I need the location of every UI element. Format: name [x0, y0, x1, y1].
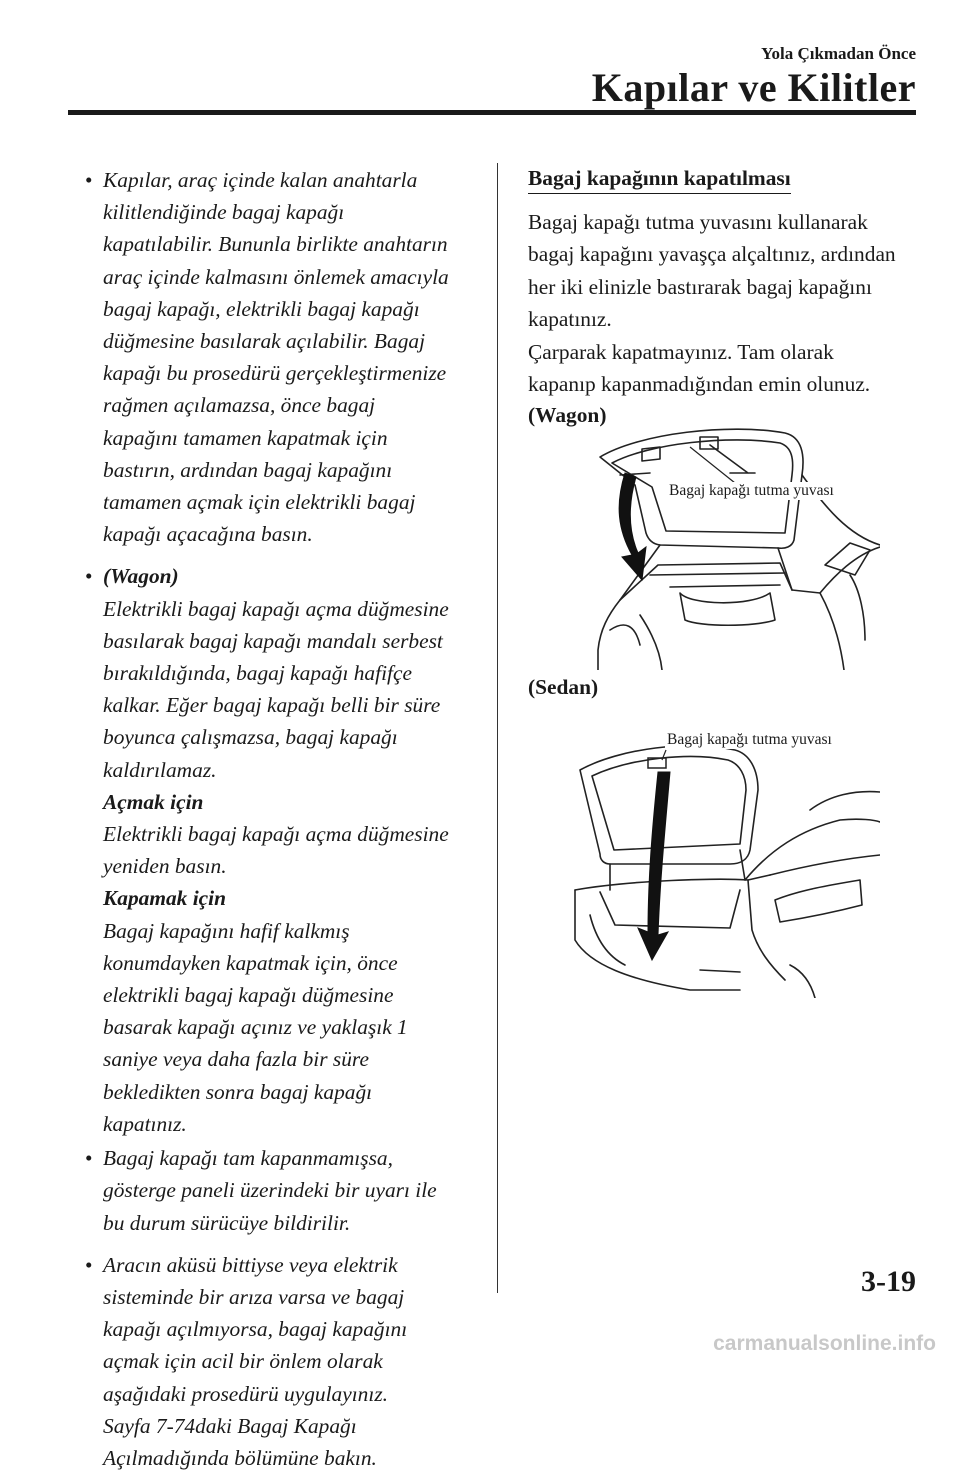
bullet-icon: • — [85, 1252, 93, 1277]
sedan-car-drawing — [570, 740, 880, 998]
left-column — [85, 164, 485, 1484]
section-heading: Bagaj kapağının kapatılması — [528, 164, 791, 194]
wagon-heading: (Wagon) — [103, 564, 179, 589]
bullet-item-wagon — [85, 560, 485, 1140]
text-line: Sayfa 7-74daki Bagaj Kapağı — [103, 1413, 357, 1438]
text-line: gösterge paneli üzerindeki bir uyarı ile — [103, 1178, 437, 1203]
text-line: Aracın aküsü bittiyse veya elektrik — [103, 1252, 398, 1277]
text-line: aşağıdaki prosedürü uygulayınız. — [103, 1381, 388, 1406]
page-number: 3-19 — [861, 1265, 916, 1298]
bullet-item-battery — [85, 1249, 485, 1474]
wagon-tailgate-illustration — [580, 415, 880, 670]
sedan-grip-callout: Bagaj kapağı tutma yuvası — [667, 731, 832, 748]
text-line: araç içinde kalmasını önlemek amacıyla — [103, 264, 449, 289]
bullet-item-locked-key — [85, 164, 485, 550]
bullet-item-warning — [85, 1142, 485, 1239]
sedan-trunk-illustration — [570, 740, 880, 998]
text-line: Elektrikli bagaj kapağı açma düğmesine — [103, 596, 449, 621]
text-line: açmak için acil bir önlem olarak — [103, 1349, 383, 1374]
sedan-label: (Sedan) — [528, 675, 599, 699]
text-line: Bagaj kapağını hafif kalkmış — [103, 918, 350, 943]
section-subtitle: Yola Çıkmadan Önce — [761, 44, 916, 63]
text-line: rağmen açılamazsa, önce bagaj — [103, 393, 376, 418]
text-line: bu durum sürücüye bildirilir. — [103, 1210, 351, 1235]
text-line: bekledikten sonra bagaj kapağı — [103, 1079, 373, 1104]
bullet-icon: • — [85, 1146, 93, 1171]
text-line: Açılmadığında bölümüne bakın. — [103, 1445, 377, 1470]
text-line: Çarparak kapatmayınız. Tam olarak — [528, 339, 834, 364]
right-column — [528, 164, 928, 430]
text-line: Kapılar, araç içinde kalan anahtarla — [103, 168, 418, 192]
text-line: kapatınız. — [528, 307, 612, 332]
arrow-down-icon — [638, 772, 670, 960]
watermark: carmanualsonline.info — [713, 1332, 936, 1355]
text-line: konumdayken kapatmak için, önce — [103, 950, 398, 975]
text-line: bırakıldığında, bagaj kapağı hafifçe — [103, 661, 412, 686]
closing-paragraph — [528, 206, 928, 400]
text-line: kalkar. Eğer bagaj kapağı belli bir süre — [103, 693, 441, 718]
text-line: Elektrikli bagaj kapağı açma düğmesine — [103, 822, 449, 847]
text-line: sisteminde bir arıza varsa ve bagaj — [103, 1284, 405, 1309]
column-divider — [497, 163, 498, 1293]
text-line: saniye veya daha fazla bir süre — [103, 1047, 369, 1072]
text-line: kapağını tamamen kapatmak için — [103, 425, 388, 450]
text-line: kapatılabilir. Bununla birlikte anahtarın — [103, 232, 448, 257]
text-line: kapağı açılmıyorsa, bagaj kapağını — [103, 1317, 408, 1342]
wagon-grip-callout: Bagaj kapağı tutma yuvası — [669, 482, 834, 499]
header-rule — [68, 110, 916, 115]
text-line: boyunca çalışmazsa, bagaj kapağı — [103, 725, 398, 750]
text-line: yeniden basın. — [103, 854, 227, 879]
text-line: Bagaj kapağı tutma yuvasını kullanarak — [528, 210, 868, 234]
text-line: elektrikli bagaj kapağı düğmesine — [103, 983, 394, 1008]
text-line: basarak kapağı açınız ve yaklaşık 1 — [103, 1015, 408, 1040]
text-line: kapağı bu prosedürü gerçekleştirmenize — [103, 361, 447, 386]
page-title: Kapılar ve Kilitler — [591, 65, 916, 110]
text-line: düğmesine basılarak açılabilir. Bagaj — [103, 329, 426, 354]
bullet-icon: • — [85, 168, 93, 192]
wagon-label: (Wagon) — [528, 403, 607, 428]
text-line: kilitlendiğinde bagaj kapağı — [103, 200, 345, 225]
text-line: Bagaj kapağı tam kapanmamışsa, — [103, 1146, 393, 1171]
bullet-icon: • — [85, 564, 93, 589]
text-line: bagaj kapağını yavaşça alçaltınız, ardından — [528, 242, 896, 267]
text-line: basılarak bagaj kapağı mandalı serbest — [103, 628, 443, 653]
text-line: bastırın, ardından bagaj kapağını — [103, 457, 393, 482]
text-line: her iki elinizle bastırarak bagaj kapağını — [528, 274, 872, 299]
wagon-car-drawing — [580, 415, 880, 670]
open-subheading: Açmak için — [103, 789, 204, 814]
close-subheading: Kapamak için — [103, 886, 227, 911]
text-line: kapağı açacağına basın. — [103, 522, 313, 547]
text-line: kaldırılamaz. — [103, 757, 217, 782]
arrow-down-icon — [619, 473, 646, 580]
text-line: bagaj kapağı, elektrikli bagaj kapağı — [103, 296, 420, 321]
text-line: kapatınız. — [103, 1111, 187, 1136]
text-line: kapanıp kapanmadığından emin olunuz. — [528, 372, 871, 397]
text-line: tamamen açmak için elektrikli bagaj — [103, 490, 416, 515]
